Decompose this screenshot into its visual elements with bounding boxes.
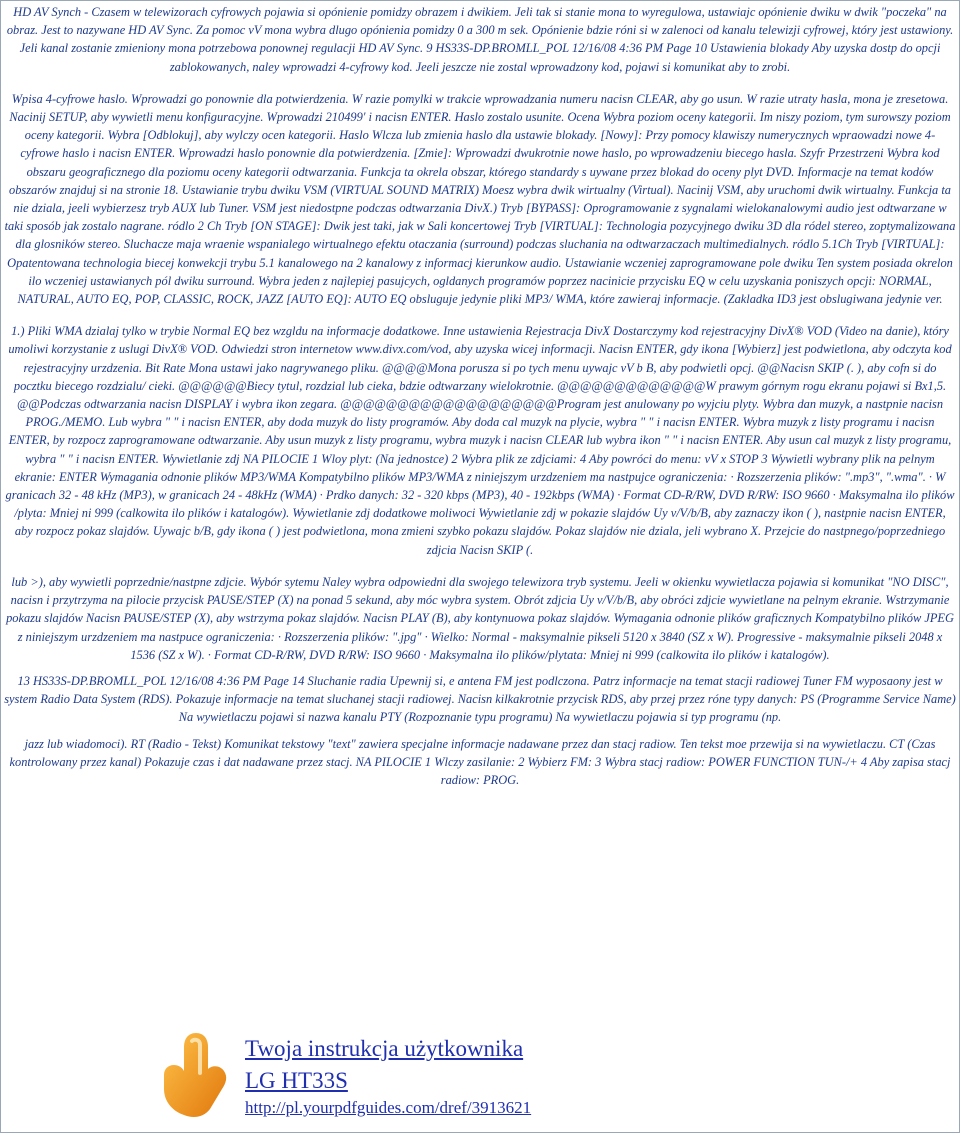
paragraph: 13 HS33S-DP.BROMLL_POL 12/16/08 4:36 PM Page 14 Sluchanie radia Upewnij si, e antena FM jest podlczona. Patrz informacje na temat stacji radiowej Tuner FM wyposaony jest w system Radio Data System (RDS). Pokazuje informacje na temat sluchanej stacji radiowej. Nacisn kilkakrotnie przycisk RDS, aby przej przez róne typy danych: PS (Programme Service Name) Na wywietlaczu pojawi si nazwa kanalu PTY (Rozpoznanie typu programu) Na wywietlaczu pojawia si typ programu (np. [4, 673, 956, 725]
model-link[interactable]: LG HT33S [245, 1068, 348, 1093]
paragraph: 1.) Pliki WMA dzialaj tylko w trybie Normal EQ bez wzgldu na informacje dodatkowe. Inne ustawienia Rejestracja DivX Dostarczymy kod rejestracyjny DivX® VOD (Video na danie), który umoliwi korzystanie z uslugi DivX® VOD. Odwiedzi stron internetow www.divx.com/vod, aby uzyska wicej informacji. Nacisn ENTER, gdy ikona [Wybierz] jest podwietlona, aby odczyta kod rejestracyjny urzdzenia. Bit Rate Mona ustawi jako nagrywanego pliku. @@@@Mona porusza si po tych menu uywajc vV b B, aby podwietli opcj. @@Nacisn SKIP (. ), aby cofn si do pocztku biecego rozdzialu/ cieki. @@@@@@Biecy tytul, rozdzial lub cieka, bdzie odtwarzany wielokrotnie. @@@@@@@@@@@@@W prawym górnym rogu ekranu pojawi si Bx1,5. @@Podczas odtwarzania nacisn DISPLAY i wybra ikon zegara. @@@@@@@@@@@@@@@@@@@Program jest anulowany po wyjciu plyty. Wybra dan muzyk, a nastpnie nacisn PROG./MEMO. Lub wybra " " i nacisn ENTER, aby doda muzyk do listy programów. Aby doda cal muzyk na plycie, wybra " " i nacisn ENTER. Wybra muzyk z listy programu i nacisn ENTER, by rozpocz zaprogramowane odtwarzanie. Aby usun muzyk z listy programu, wybra muzyk i nacisn CLEAR lub wybra ikon " " i nacisn ENTER. Aby usun cal muzyk z listy programu, wybra " " i nacisn ENTER. Wywietlanie zdj NA PILOCIE 1 Wloy plyt: (Na jednostce) 2 Wybra plik ze zdjciami: 4 Aby powróci do menu: vV x STOP 3 Wywietli wybrany plik na pelnym ekranie: ENTER Wymagania odnonie plików MP3/WMA Kompatybilno plików MP3/WMA z niniejszym urzdzeniem ma nastpujce ograniczenia: · Rozszerzenia plików: ".mp3", ".wma". · W granicach 32 - 48 kHz (MP3), w granicach 24 - 48kHz (WMA) · Prdko danych: 32 - 320 kbps (MP3), 40 - 192kbps (WMA) · Format CD-R/RW, DVD R/RW: ISO 9660 · Maksymalna ilo plików /plyta: Mniej ni 999 (calkowita ilo plików i katalogów). Wywietlanie zdj dodatkowe moliwoci Wywietlanie zdj w pokazie slajdów Uy v/V/b/B, aby zaznaczy ikon ( ), nastpnie nacisn ENTER, aby rozpocz pokaz slajdów. Uywajc b/B, gdy ikona ( ) jest podwietlona, mona zmieni szybko pokazu slajdów. Pokaz slajdów nie dziala, jeli wybrano X. Przejcie do nastpnego/poprzedniego zdjcia Nacisn SKIP (. [5, 324, 955, 557]
footer [0, 1022, 960, 1130]
paragraph: Wpisa 4-cyfrowe haslo. Wprowadzi go ponownie dla potwierdzenia. W razie pomylki w trakcie wprowadzania numeru nacisn CLEAR, aby go usun. W razie utraty hasla, mona je zresetowa. Nacinij SETUP, aby wywietli menu konfiguracyjne. Wprowadzi 210499' i nacisn ENTER. Haslo zostalo usunite. Ocena Wybra poziom oceny kategorii. Im niszy poziom, tym surowszy poziom oceny kategorii. Wybra [Odblokuj], aby wylczy ocen kategorii. Haslo Wlcza lub zmienia haslo dla ustawie blokady. [Nowy]: Przy pomocy klawiszy numerycznych wpraowadzi nowe 4- cyfrowe haslo i nacisn ENTER. Wprowadzi haslo ponownie dla potwierdzenia. [Zmie]: Wprowadzi dwukrotnie nowe haslo, po wprowadzeniu biecego hasla. Szyfr Przestrzeni Wybra kod obszaru geograficznego dla poziomu oceny kategorii odtwarzania. Funkcja ta okrela obszar, którego standardy s uywane przez blokad do oceny plyt DVD. Informacje na temat kodów obszarów znajduj si na stronie 18. Ustawianie trybu dwiku VSM (VIRTUAL SOUND MATRIX) Moesz wybra dwik wirtualny (Virtual). Nacinij VSM, aby uruchomi dwik wirtualny. Funkcja ta nie dziala, jeeli wybierzesz tryb AUX lub Tuner. VSM jest niedostpne podczas odtwarzania DivX.) Tryb [BYPASS]: Oprogramowanie z sygnalami wielokanalowymi audio jest odtwarzane w taki sposób jak zostalo nagrane. ródlo 2 Ch Tryb [ON STAGE]: Dwik jest taki, jak w Sali koncertowej Tryb [VIRTUAL]: Technologia pozycyjnego dwiku 3D dla ródel stereo, zoptymalizowana dla glosników stereo. Sluchacze maja wraenie wspanialego wirtualnego efektu otaczania (surround) podczas sluchania na odtwarzaczach multimedialnych. ródlo 5.1Ch Tryb [VIRTUAL]: Opatentowana technologia biecej konwekcji trybu 5.1 kanalowego na 2 kanalowy z informacj kierunkow audio. Ustawianie wczeniej zaprogramowane pole dwiku Ten system posiada okrelon ilo wczeniej ustawianych pól dwiku surround. Wybra jeden z najlepiej pasujcych, ogldanych programów poprzez nacinicie przycisku EQ w celu uzyskania poniszych opcji: NORMAL, NATURAL, AUTO EQ, POP, CLASSIC, ROCK, JAZZ [AUTO EQ]: AUTO EQ obsluguje jedynie pliki MP3/ WMA, które zawieraj informacje. (Zakladka ID3 jest obslugiwana jedynie ver. [4, 91, 956, 307]
paragraph: HD AV Synch - Czasem w telewizorach cyfrowych pojawia si opónienie pomidzy obrazem i dwikiem. Jeli tak si stanie mona to wyregulowa, ustawiajc opónienie dwiku w dwik "poczeka" na obraz. Jest to nazywane HD AV Sync. Za pomoc vV mona wybra dlugo opónienia pomidzy 0 a 300 m sek. Opónienie bdzie róni si w zalenoci od kanalu telewizji cyfrowej, który jest ustawiony. Jeli kanal zostanie zmieniony mona potrzebowa ponownej regulacji HD AV Sync. 9 HS33S-DP.BROMLL_POL 12/16/08 4:36 PM Page 10 Ustawienia blokady Aby uzyska dostp do opcji zablokowanych, naley wprowadzi 4-cyfrowy kod. Jeeli jeszcze nie zostal wprowadzony kod, pojawi si komunikat aby to zrobi. [6, 5, 954, 74]
document-body [4, 3, 956, 789]
manual-title-link[interactable]: Twoja instrukcja użytkownika [245, 1036, 524, 1061]
hand-pointer-icon [156, 1029, 238, 1121]
url-link[interactable]: http://pl.yourpdfguides.com/dref/3913621 [245, 1098, 532, 1117]
paragraph: lub >), aby wywietli poprzednie/nastpne zdjcie. Wybór sytemu Naley wybra odpowiedni dla swojego telewizora tryb systemu. Jeeli w okienku wywietlacza pojawia si komunikat "NO DISC", nacisn i przytrzyma na pilocie przycisk PAUSE/STEP (X) na ponad 5 sekund, aby móc wybra system. Obrót zdjcia Uy v/V/b/B, aby obróci zdjcie wywietlane na pelnym ekranie. Wstrzymanie pokazu slajdów Nacisn PAUSE/STEP (X), aby wstrzyma pokaz slajdów. Nacisn PLAY (B), aby kontynuowa pokaz slajdów. Wymagania odnonie plików graficznych Kompatybilno plików JPEG z niniejszym urzdzeniem ma nastpuce ograniczenia: · Rozszerzenia plików: ".jpg" · Wielko: Normal - maksymalnie pikseli 5120 x 3840 (SZ x W). Progressive - maksymalnie pikseli 2048 x 1536 (SZ x W). · Format CD-R/RW, DVD R/RW: ISO 9660 · Maksymalna ilo plików/plytata: Mniej ni 999 (calkowita ilo plików i katalogów). [6, 574, 954, 662]
paragraph: jazz lub wiadomoci). RT (Radio - Tekst) Komunikat tekstowy "text" zawiera specjalne informacje nadawane przez dan stacj radiow. Ten tekst moe przewija si na wywietlaczu. CT (Czas kontrolowany przez kanal) Pokazuje czas i dat nadawane przez stacj. NA PILOCIE 1 Wlczy zasilanie: 2 Wybierz FM: 3 Wybra stacj radiow: POWER FUNCTION TUN-/+ 4 Aby zapisa stacj radiow: PROG. [9, 736, 951, 787]
